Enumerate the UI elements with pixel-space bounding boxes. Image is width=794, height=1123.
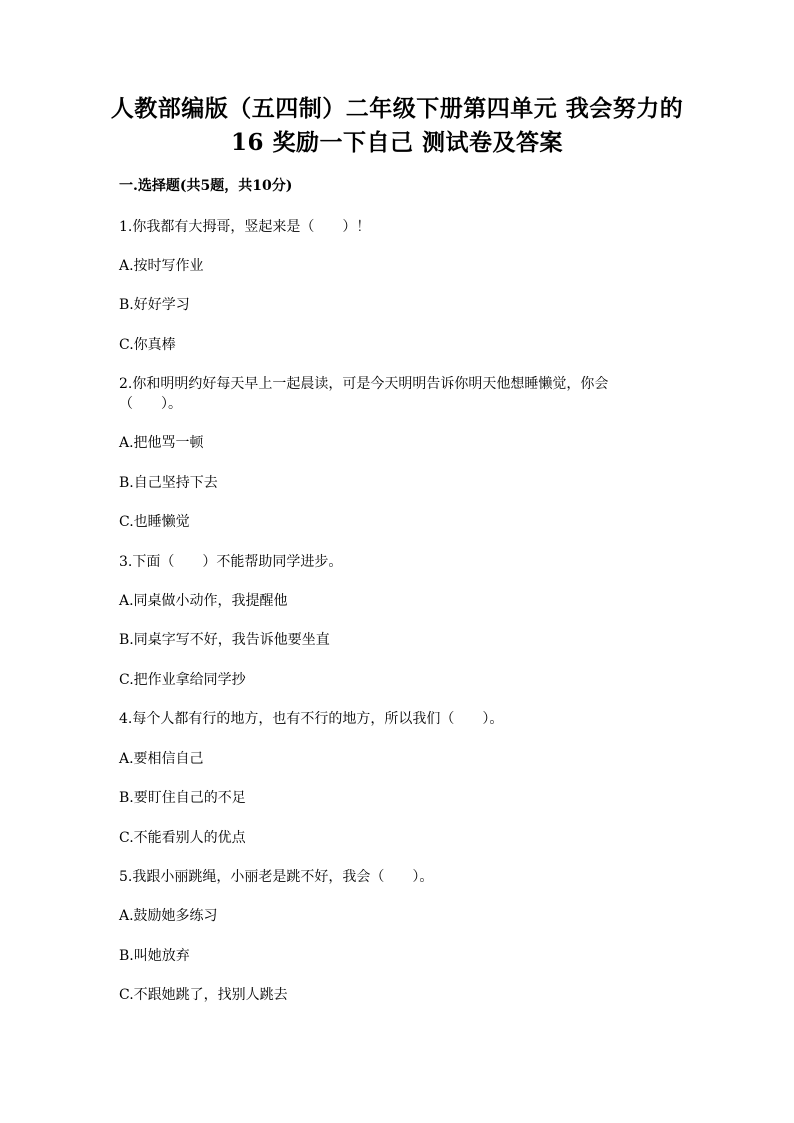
question-2-option-a: A.把他骂一顿 bbox=[119, 435, 204, 451]
question-1-option-b: B.好好学习 bbox=[119, 297, 190, 313]
question-3-option-c: C.把作业拿给同学抄 bbox=[119, 672, 246, 688]
question-2-stem: 2.你和明明约好每天早上一起晨读，可是今天明明告诉你明天他想睡懒觉，你会（ ）。 bbox=[119, 376, 609, 412]
question-4-option-a: A.要相信自己 bbox=[119, 751, 204, 767]
section-heading: 一.选择题(共5题，共10分) bbox=[119, 178, 293, 194]
question-5-option-b: B.叫她放弃 bbox=[119, 948, 190, 964]
question-4-option-b: B.要盯住自己的不足 bbox=[119, 790, 246, 806]
question-2-option-b: B.自己坚持下去 bbox=[119, 475, 218, 491]
question-4-option-c: C.不能看别人的优点 bbox=[119, 830, 246, 846]
question-5-option-a: A.鼓励她多练习 bbox=[119, 908, 218, 924]
question-2-option-c: C.也睡懒觉 bbox=[119, 514, 190, 530]
question-1-option-c: C.你真棒 bbox=[119, 337, 176, 353]
question-5-stem: 5.我跟小丽跳绳，小丽老是跳不好，我会（ ）。 bbox=[119, 869, 434, 885]
question-4-stem: 4.每个人都有行的地方，也有不行的地方，所以我们（ ）。 bbox=[119, 711, 504, 727]
question-1-option-a: A.按时写作业 bbox=[119, 258, 204, 274]
question-3-option-b: B.同桌字写不好，我告诉他要坐直 bbox=[119, 632, 330, 648]
question-5-option-c: C.不跟她跳了，找别人跳去 bbox=[119, 987, 288, 1003]
question-1-stem: 1.你我都有大拇哥，竖起来是（ ）！ bbox=[119, 219, 371, 235]
document-title: 人教部编版（五四制）二年级下册第四单元 我会努力的 16 奖励一下自己 测试卷及答案 bbox=[110, 95, 684, 156]
question-3-stem: 3.下面（ ）不能帮助同学进步。 bbox=[119, 554, 343, 570]
question-3-option-a: A.同桌做小动作，我提醒他 bbox=[119, 593, 288, 609]
